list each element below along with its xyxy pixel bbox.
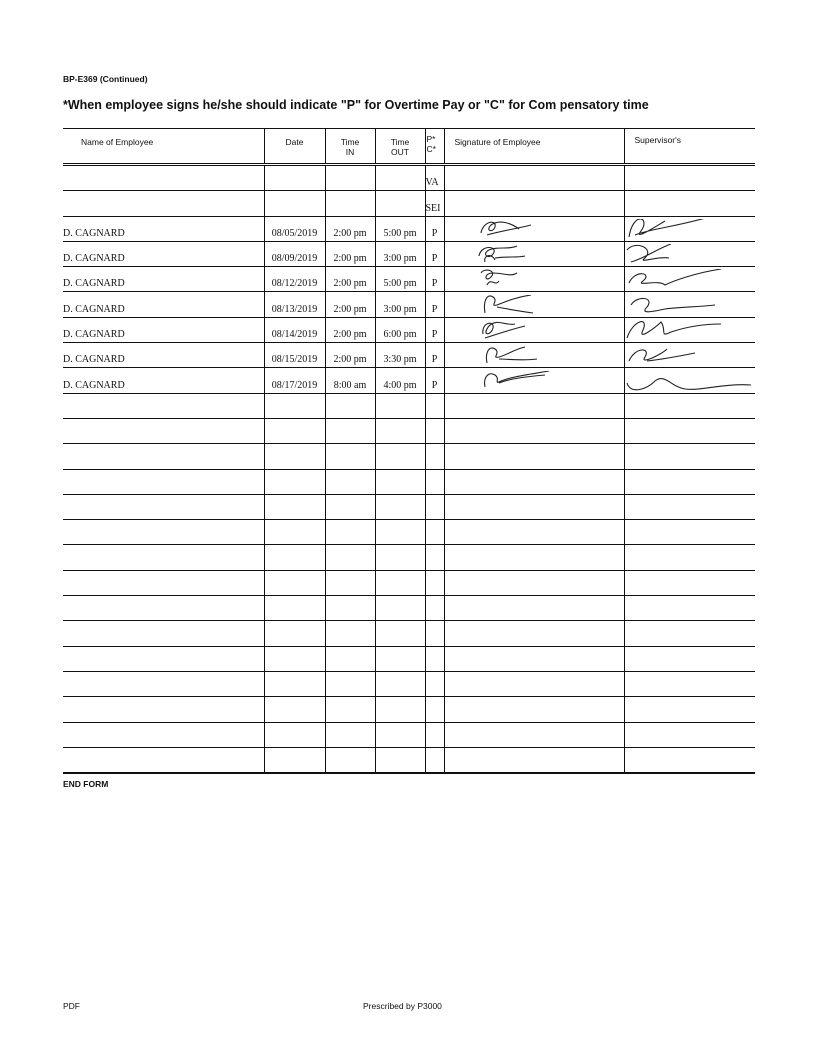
employee-name: D. CAGNARD: [63, 241, 264, 266]
time-in-cell: 2:00 pm: [325, 343, 375, 368]
table-row: [63, 494, 755, 519]
date-cell: 08/14/2019: [264, 317, 325, 342]
employee-signature: [444, 241, 624, 266]
header-date: Date: [264, 129, 325, 165]
table-row: [63, 343, 755, 368]
employee-signature: [444, 343, 624, 368]
table-row: [63, 469, 755, 494]
pay-code-cell: P: [425, 267, 444, 292]
header-time-out: Time OUT: [375, 129, 425, 165]
supervisor-signature: [624, 343, 755, 368]
pay-code-cell: P: [425, 368, 444, 393]
date-cell: 08/17/2019: [264, 368, 325, 393]
footer-prescribed: Prescribed by P3000: [363, 1001, 442, 1011]
table-row: [63, 418, 755, 443]
supervisor-signature: [624, 216, 755, 241]
date-cell: 08/15/2019: [264, 343, 325, 368]
table-row: [63, 165, 755, 191]
table-row: [63, 216, 755, 241]
table-row: [63, 292, 755, 317]
time-out-cell: 5:00 pm: [375, 267, 425, 292]
table-row: [63, 317, 755, 342]
table-row: [63, 722, 755, 747]
table-row: [63, 520, 755, 545]
date-cell: 08/12/2019: [264, 267, 325, 292]
table-row: [63, 267, 755, 292]
form-code: BP-E369 (Continued): [63, 74, 148, 84]
table-row: [63, 596, 755, 621]
header-supervisor: Supervisor's: [624, 129, 755, 165]
header-pay-code: P* C*: [425, 129, 444, 165]
end-form-label: END FORM: [63, 779, 109, 789]
table-row: [63, 545, 755, 570]
time-out-cell: 3:30 pm: [375, 343, 425, 368]
supervisor-signature: [624, 241, 755, 266]
employee-signature: [444, 267, 624, 292]
table-row: [63, 570, 755, 595]
date-cell: 08/05/2019: [264, 216, 325, 241]
supervisor-signature: [624, 267, 755, 292]
footer-format: PDF: [63, 1001, 80, 1011]
pay-code-cell: P: [425, 317, 444, 342]
time-in-cell: 2:00 pm: [325, 216, 375, 241]
supervisor-signature: [624, 317, 755, 342]
employee-name: D. CAGNARD: [63, 368, 264, 393]
table-row: [63, 368, 755, 393]
table-row: [63, 671, 755, 696]
time-out-cell: 5:00 pm: [375, 216, 425, 241]
pay-code-cell: P: [425, 343, 444, 368]
pay-code-cell: P: [425, 292, 444, 317]
time-out-cell: 6:00 pm: [375, 317, 425, 342]
pay-code-cell: VA: [425, 165, 444, 191]
employee-signature: [444, 317, 624, 342]
table-header-row: [63, 129, 755, 165]
date-cell: 08/13/2019: [264, 292, 325, 317]
time-in-cell: 2:00 pm: [325, 267, 375, 292]
employee-name: D. CAGNARD: [63, 216, 264, 241]
pay-code-cell: SEI: [425, 191, 444, 216]
supervisor-signature: [624, 292, 755, 317]
pay-code-cell: P: [425, 216, 444, 241]
employee-signature: [444, 292, 624, 317]
employee-name: D. CAGNARD: [63, 343, 264, 368]
table-row: [63, 621, 755, 646]
table-row: [63, 191, 755, 216]
table-row: [63, 697, 755, 722]
table-row: [63, 241, 755, 266]
header-employee-signature: Signature of Employee: [444, 129, 624, 165]
time-out-cell: 4:00 pm: [375, 368, 425, 393]
header-time-in: Time IN: [325, 129, 375, 165]
overtime-log-table: [63, 128, 755, 774]
time-in-cell: 2:00 pm: [325, 292, 375, 317]
table-row: [63, 646, 755, 671]
table-row: [63, 393, 755, 418]
employee-name: D. CAGNARD: [63, 317, 264, 342]
date-cell: 08/09/2019: [264, 241, 325, 266]
header-name: Name of Employee: [63, 129, 264, 165]
employee-name: D. CAGNARD: [63, 267, 264, 292]
table-body: [63, 165, 755, 774]
time-out-cell: 3:00 pm: [375, 241, 425, 266]
time-in-cell: 2:00 pm: [325, 241, 375, 266]
instruction-heading: *When employee signs he/she should indicate "P" for Overtime Pay or "C" for Com pensatory time: [63, 98, 649, 112]
table-row: [63, 444, 755, 469]
employee-signature: [444, 216, 624, 241]
supervisor-signature: [624, 368, 755, 393]
time-in-cell: 8:00 am: [325, 368, 375, 393]
employee-signature: [444, 368, 624, 393]
table-row: [63, 747, 755, 773]
time-out-cell: 3:00 pm: [375, 292, 425, 317]
pay-code-cell: P: [425, 241, 444, 266]
employee-name: D. CAGNARD: [63, 292, 264, 317]
time-in-cell: 2:00 pm: [325, 317, 375, 342]
